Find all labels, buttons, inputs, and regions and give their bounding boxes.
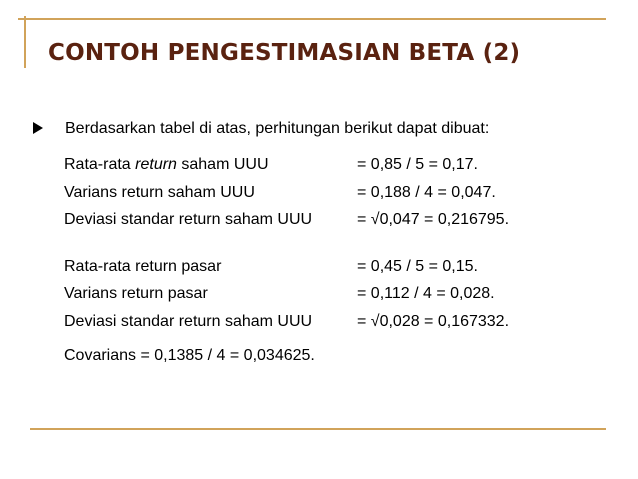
top-divider <box>18 18 606 20</box>
pasar-stddev-row <box>64 313 509 331</box>
slide-title: CONTOH PENGESTIMASIAN BETA (2) <box>48 40 521 66</box>
saham-mean-label-post: saham UUU <box>176 156 269 173</box>
saham-mean-label <box>64 156 357 174</box>
bottom-divider <box>30 428 606 430</box>
pasar-variance-label: Varians return pasar <box>64 285 208 302</box>
saham-variance-row <box>64 184 496 202</box>
left-accent-line <box>24 16 26 68</box>
pasar-stddev-label: Deviasi standar return saham UUU <box>64 313 313 330</box>
saham-mean-label-italic: return <box>135 156 177 173</box>
pasar-stddev-value: = √0,028 = 0,167332. <box>357 313 510 330</box>
pasar-mean-value: = 0,45 / 5 = 0,15. <box>357 258 478 275</box>
saham-stddev-label: Deviasi standar return saham UUU <box>64 211 313 228</box>
saham-mean-row <box>64 156 478 174</box>
covariance-line: Covarians = 0,1385 / 4 = 0,034625. <box>64 347 315 364</box>
bullet-arrow-icon <box>33 122 43 134</box>
saham-variance-label: Varians return saham UUU <box>64 184 255 201</box>
pasar-variance-row <box>64 285 495 303</box>
pasar-mean-label: Rata-rata return pasar <box>64 258 222 275</box>
pasar-mean-row <box>64 258 478 276</box>
saham-stddev-value: = √0,047 = 0,216795. <box>357 211 510 228</box>
saham-mean-value: = 0,85 / 5 = 0,17. <box>357 156 478 173</box>
saham-mean-label-pre: Rata-rata <box>64 156 136 173</box>
saham-stddev-row <box>64 211 509 229</box>
pasar-variance-value: = 0,112 / 4 = 0,028. <box>357 285 495 302</box>
saham-variance-value: = 0,188 / 4 = 0,047. <box>357 184 496 201</box>
intro-bullet <box>33 120 489 138</box>
intro-text: Berdasarkan tabel di atas, perhitungan berikut dapat dibuat: <box>65 120 490 137</box>
